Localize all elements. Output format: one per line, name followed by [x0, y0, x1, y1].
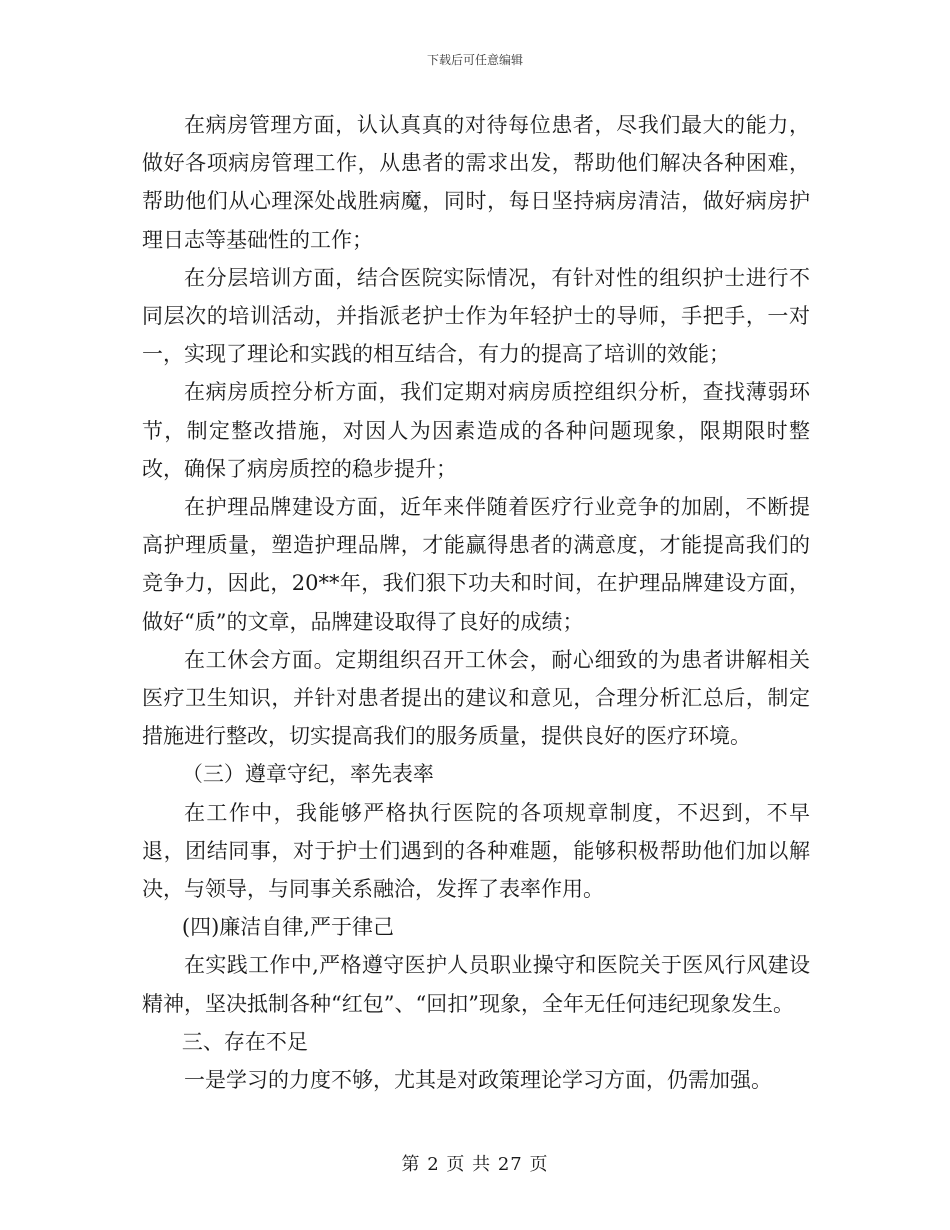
paragraph-integrity: 在实践工作中,严格遵守医护人员职业操守和医院关于医风行风建设精神，坚决抵制各种“红包”、“回扣”现象，全年无任何违纪现象发生。: [142, 953, 810, 1016]
paragraph-nursing-brand: 在护理品牌建设方面，近年来伴随着医疗行业竞争的加剧，不断提高护理质量，塑造护理品牌，才能赢得患者的满意度，才能提高我们的竞争力，因此，20**年，我们狠下功夫和时间，在护理品牌建设方面，做好“质”的文章，品牌建设取得了良好的成绩；: [142, 495, 810, 634]
document-body: [142, 106, 810, 1099]
paragraph-tiered-training: 在分层培训方面，结合医院实际情况，有针对性的组织护士进行不同层次的培训活动，并指派老护士作为年轻护士的导师，手把手，一对一，实现了理论和实践的相互结合，有力的提高了培训的效能；: [142, 265, 810, 367]
paragraph-discipline: 在工作中，我能够严格执行医院的各项规章制度，不迟到，不早退，团结同事，对于护士们遇到的各种难题，能够积极帮助他们加以解决，与领导，与同事关系融洽，发挥了表率作用。: [142, 800, 810, 902]
section-heading-4: (四)廉洁自律,严于律己: [181, 915, 394, 940]
paragraph-rest-meeting: 在工休会方面。定期组织召开工休会，耐心细致的为患者讲解相关医疗卫生知识，并针对患者提出的建议和意见，合理分析汇总后，制定措施进行整改，切实提高我们的服务质量，提供良好的医疗环境。: [142, 647, 810, 749]
paragraph-ward-management: 在病房管理方面，认认真真的对待每位患者，尽我们最大的能力，做好各项病房管理工作，从患者的需求出发，帮助他们解决各种困难，帮助他们从心理深处战胜病魔，同时，每日坚持病房清洁，做好病房护理日志等基础性的工作；: [142, 113, 810, 252]
section-heading-3: （三）遵章守纪，率先表率: [181, 762, 434, 787]
page-header: 下载后可任意编辑: [426, 53, 523, 67]
paragraph-quality-control: 在病房质控分析方面，我们定期对病房质控组织分析，查找薄弱环节，制定整改措施，对因人为因素造成的各种问题现象，限期限时整改，确保了病房质控的稳步提升；: [142, 380, 810, 481]
section-heading-shortcomings: 三、存在不足: [181, 1029, 308, 1054]
paragraph-shortcoming-1: 一是学习的力度不够，尤其是对政策理论学习方面，仍需加强。: [184, 1068, 772, 1093]
page-footer: 第 2 页 共 27 页: [401, 1154, 549, 1175]
